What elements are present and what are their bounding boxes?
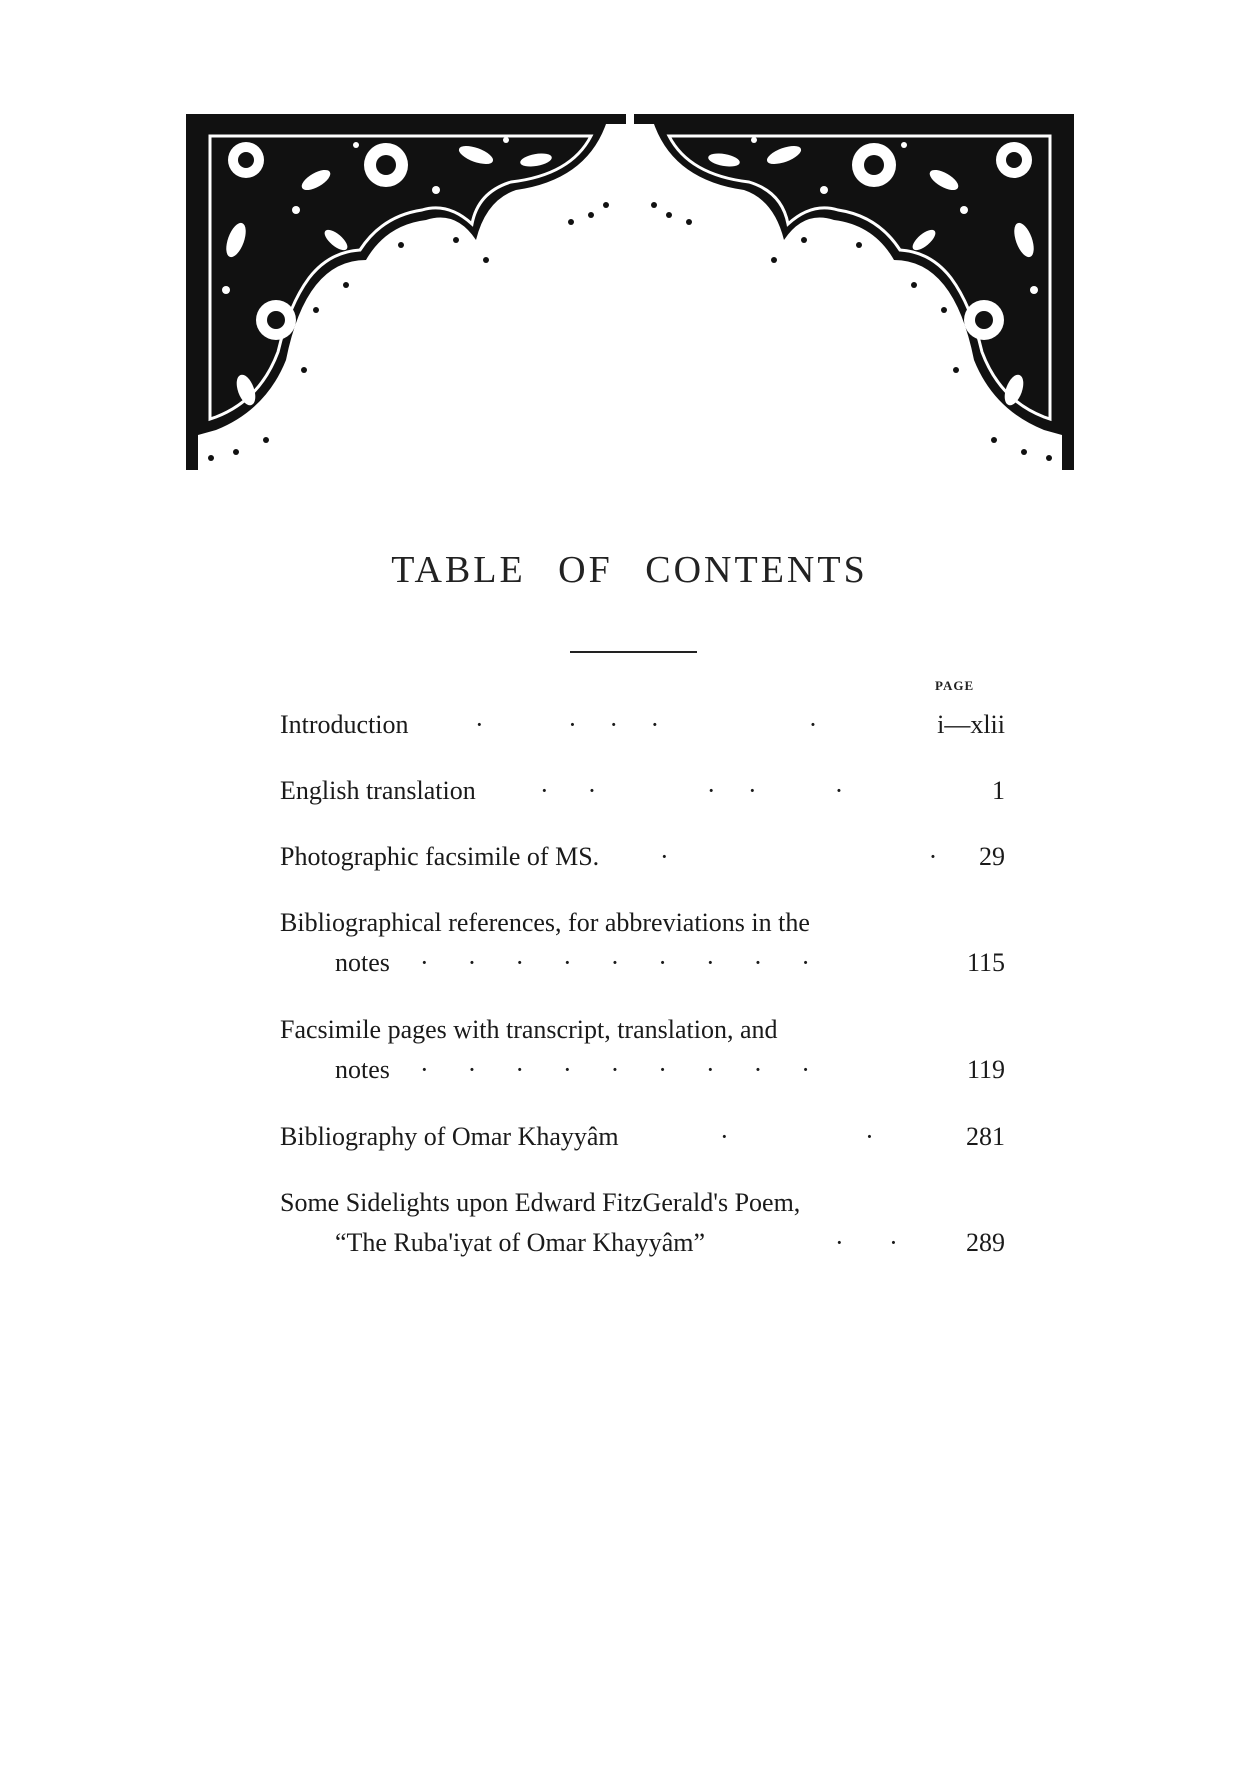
toc-entry-title: Some Sidelights upon Edward FitzGerald's Poem, (280, 1188, 801, 1217)
toc-entry-photographic-facsimile (280, 842, 1005, 882)
toc-entry-bibliography-omar (280, 1122, 1005, 1162)
toc-entry-page: 281 (966, 1122, 1005, 1151)
toc-entry-english-translation (280, 776, 1005, 816)
toc-entry-bibliographical-references (280, 908, 1005, 988)
dot-leader: · · · · · (540, 776, 844, 805)
toc-entry-title: English translation (280, 776, 476, 805)
toc-entry-title: Photographic facsimile of MS. (280, 842, 600, 871)
toc-entry-title-continued: “The Ruba'iyat of Omar Khayyâm” (335, 1228, 705, 1257)
toc-entry-title: Facsimile pages with transcript, translation, and (280, 1015, 778, 1044)
toc-entry-title: Bibliography of Omar Khayyâm (280, 1122, 619, 1151)
toc-entry-page: 115 (966, 948, 1005, 977)
page-column-header: PAGE (935, 678, 975, 693)
toc-entry-title: Bibliographical references, for abbreviations in the (280, 908, 810, 937)
dot-leader: · · · · · · · · · (420, 948, 810, 977)
toc-entry-page: 119 (966, 1055, 1005, 1084)
toc-entry-title: Introduction (280, 710, 409, 739)
dot-leader: · · (660, 842, 938, 871)
title-divider (570, 651, 697, 653)
dot-leader: · · (835, 1228, 898, 1257)
decorative-headpiece-ornament (186, 110, 1074, 480)
toc-entry-page: 289 (966, 1228, 1005, 1257)
dot-leader: · · · · · · · · · (420, 1055, 810, 1084)
dot-leader: · · (720, 1122, 874, 1151)
toc-entry-page: 1 (992, 776, 1005, 805)
toc-entry-title-continued: notes (335, 948, 390, 977)
toc-entry-page: i—xlii (937, 710, 1005, 739)
toc-entry-facsimile-pages (280, 1015, 1005, 1095)
toc-entry-title-continued: notes (335, 1055, 390, 1084)
toc-entry-page: 29 (979, 842, 1005, 871)
page-title: TABLE OF CONTENTS (391, 549, 868, 591)
toc-entry-sidelights (280, 1188, 1005, 1268)
toc-entry-introduction (280, 710, 1005, 750)
dot-leader: · · · · · (475, 710, 818, 739)
